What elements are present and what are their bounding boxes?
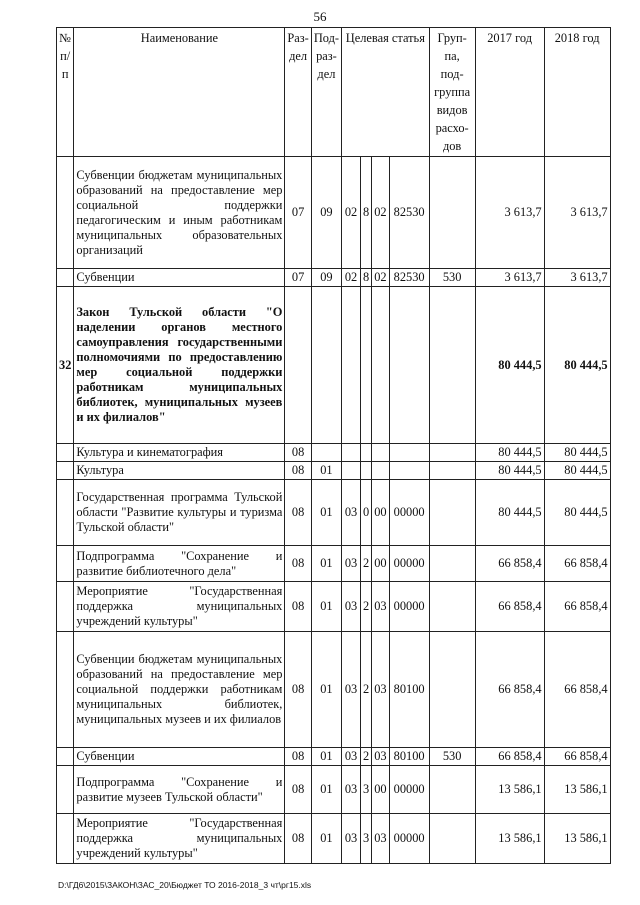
- row-2018: 80 444,5: [544, 287, 610, 444]
- row-2017: 80 444,5: [475, 444, 544, 462]
- row-num: [57, 546, 74, 582]
- row-2018: 3 613,7: [544, 157, 610, 269]
- row-group: [429, 480, 475, 546]
- row-num: [57, 157, 74, 269]
- row-2017: 13 586,1: [475, 814, 544, 864]
- row-name: Закон Тульской области "О наделении органов местного самоуправления государственными полномочиями по предоставлению мер социальной поддержки работникам муниципальных библиотек, муниципальных музеев и их филиалов": [74, 287, 285, 444]
- row-2017: 13 586,1: [475, 766, 544, 814]
- row-target-1: [342, 444, 361, 462]
- row-2017: 66 858,4: [475, 582, 544, 632]
- row-target-3: 00: [372, 480, 389, 546]
- row-podrazdel: 01: [311, 582, 341, 632]
- row-target-2: 2: [361, 546, 372, 582]
- row-group: [429, 582, 475, 632]
- table-row: [57, 748, 611, 766]
- row-2018: 66 858,4: [544, 632, 610, 748]
- row-group: 530: [429, 748, 475, 766]
- table-row: [57, 632, 611, 748]
- row-target-3: [372, 462, 389, 480]
- row-target-4: 00000: [389, 766, 429, 814]
- row-group: [429, 462, 475, 480]
- row-target-1: [342, 287, 361, 444]
- row-target-1: 03: [342, 582, 361, 632]
- row-target-3: 03: [372, 748, 389, 766]
- row-target-4: 80100: [389, 748, 429, 766]
- row-podrazdel: 01: [311, 546, 341, 582]
- header-target-article: Целевая статья: [342, 28, 430, 157]
- row-num: [57, 444, 74, 462]
- row-podrazdel: [311, 287, 341, 444]
- row-name: Мероприятие "Государственная поддержка муниципальных учреждений культуры": [74, 814, 285, 864]
- row-podrazdel: 01: [311, 748, 341, 766]
- file-path-footer: D:\ГД6\2015\ЗАКОН\ЗАС_20\Бюджет ТО 2016-2018_3 чт\рг15.xls: [58, 880, 312, 890]
- row-2017: 80 444,5: [475, 287, 544, 444]
- row-2017: 3 613,7: [475, 157, 544, 269]
- header-expense-group: Груп-па, под-группа видов расхо-дов: [429, 28, 475, 157]
- row-name: Подпрограмма "Сохранение и развитие музеев Тульской области": [74, 766, 285, 814]
- row-razdel: 08: [285, 748, 311, 766]
- row-podrazdel: 01: [311, 480, 341, 546]
- row-2018: 13 586,1: [544, 766, 610, 814]
- row-num: [57, 269, 74, 287]
- row-target-1: 03: [342, 480, 361, 546]
- row-target-2: [361, 444, 372, 462]
- row-target-4: 00000: [389, 582, 429, 632]
- row-num: [57, 632, 74, 748]
- row-name: Подпрограмма "Сохранение и развитие библиотечного дела": [74, 546, 285, 582]
- row-target-1: 02: [342, 157, 361, 269]
- row-razdel: 08: [285, 582, 311, 632]
- row-target-3: 02: [372, 157, 389, 269]
- row-target-2: [361, 287, 372, 444]
- row-podrazdel: 01: [311, 632, 341, 748]
- row-target-4: 00000: [389, 546, 429, 582]
- table-row: [57, 462, 611, 480]
- row-target-2: 8: [361, 269, 372, 287]
- row-2018: 66 858,4: [544, 546, 610, 582]
- row-target-3: 00: [372, 546, 389, 582]
- row-razdel: 08: [285, 766, 311, 814]
- row-target-3: 03: [372, 632, 389, 748]
- row-num: [57, 582, 74, 632]
- row-target-2: 8: [361, 157, 372, 269]
- row-name: Государственная программа Тульской области "Развитие культуры и туризма Тульской области": [74, 480, 285, 546]
- row-target-3: 03: [372, 814, 389, 864]
- row-group: [429, 546, 475, 582]
- budget-table: [56, 27, 611, 864]
- row-target-4: 00000: [389, 814, 429, 864]
- row-name: Культура и кинематография: [74, 444, 285, 462]
- row-razdel: 07: [285, 157, 311, 269]
- row-2018: 66 858,4: [544, 582, 610, 632]
- header-2018: 2018 год: [544, 28, 610, 157]
- row-razdel: 08: [285, 462, 311, 480]
- row-target-4: [389, 444, 429, 462]
- row-2017: 66 858,4: [475, 632, 544, 748]
- table-row: [57, 157, 611, 269]
- row-razdel: 07: [285, 269, 311, 287]
- row-name: Субвенции бюджетам муниципальных образований на предоставление мер социальной поддержки педагогическим и иным работникам муниципальных образовательных организаций: [74, 157, 285, 269]
- row-razdel: 08: [285, 814, 311, 864]
- row-num: [57, 814, 74, 864]
- row-target-2: 3: [361, 814, 372, 864]
- row-target-4: [389, 287, 429, 444]
- row-razdel: 08: [285, 480, 311, 546]
- row-name: Субвенции: [74, 748, 285, 766]
- row-target-3: 02: [372, 269, 389, 287]
- row-num: 32: [57, 287, 74, 444]
- table-row: [57, 814, 611, 864]
- table-header-row: [57, 28, 611, 157]
- row-target-4: 00000: [389, 480, 429, 546]
- row-2018: 13 586,1: [544, 814, 610, 864]
- row-podrazdel: 09: [311, 157, 341, 269]
- row-razdel: [285, 287, 311, 444]
- table-row: [57, 444, 611, 462]
- row-group: [429, 814, 475, 864]
- table-row: [57, 480, 611, 546]
- row-2018: 80 444,5: [544, 462, 610, 480]
- row-target-1: 03: [342, 632, 361, 748]
- row-podrazdel: [311, 444, 341, 462]
- page-number: 56: [313, 9, 327, 24]
- row-target-2: 2: [361, 582, 372, 632]
- table-row: [57, 269, 611, 287]
- row-target-3: [372, 287, 389, 444]
- row-target-4: 82530: [389, 269, 429, 287]
- row-target-2: 0: [361, 480, 372, 546]
- row-2018: 80 444,5: [544, 444, 610, 462]
- row-group: [429, 632, 475, 748]
- row-target-1: 03: [342, 814, 361, 864]
- header-2017: 2017 год: [475, 28, 544, 157]
- row-name: Субвенции: [74, 269, 285, 287]
- row-target-2: 2: [361, 748, 372, 766]
- row-podrazdel: 09: [311, 269, 341, 287]
- row-target-1: 03: [342, 748, 361, 766]
- header-num: № п/п: [57, 28, 74, 157]
- row-group: 530: [429, 269, 475, 287]
- row-target-3: 03: [372, 582, 389, 632]
- row-target-3: 00: [372, 766, 389, 814]
- table-row: [57, 582, 611, 632]
- row-target-1: 03: [342, 766, 361, 814]
- row-num: [57, 766, 74, 814]
- row-2018: 66 858,4: [544, 748, 610, 766]
- row-2018: 3 613,7: [544, 269, 610, 287]
- row-target-4: 80100: [389, 632, 429, 748]
- table-row: [57, 546, 611, 582]
- header-podrazdel: Под-раз-дел: [311, 28, 341, 157]
- row-target-4: [389, 462, 429, 480]
- row-num: [57, 748, 74, 766]
- row-razdel: 08: [285, 444, 311, 462]
- row-target-4: 82530: [389, 157, 429, 269]
- row-target-1: 03: [342, 546, 361, 582]
- row-target-1: [342, 462, 361, 480]
- row-target-2: 3: [361, 766, 372, 814]
- row-target-3: [372, 444, 389, 462]
- row-name: Культура: [74, 462, 285, 480]
- row-podrazdel: 01: [311, 814, 341, 864]
- row-num: [57, 480, 74, 546]
- row-target-1: 02: [342, 269, 361, 287]
- row-podrazdel: 01: [311, 462, 341, 480]
- row-2017: 3 613,7: [475, 269, 544, 287]
- row-2017: 66 858,4: [475, 748, 544, 766]
- table-row: [57, 766, 611, 814]
- row-target-2: [361, 462, 372, 480]
- row-name: Субвенции бюджетам муниципальных образований на предоставление мер социальной поддержки работникам муниципальных библиотек, муниципальных музеев и их филиалов: [74, 632, 285, 748]
- row-razdel: 08: [285, 632, 311, 748]
- row-target-2: 2: [361, 632, 372, 748]
- row-podrazdel: 01: [311, 766, 341, 814]
- row-group: [429, 766, 475, 814]
- table-row: [57, 287, 611, 444]
- row-num: [57, 462, 74, 480]
- row-group: [429, 287, 475, 444]
- header-razdel: Раз-дел: [285, 28, 311, 157]
- row-razdel: 08: [285, 546, 311, 582]
- row-2018: 80 444,5: [544, 480, 610, 546]
- row-group: [429, 444, 475, 462]
- row-group: [429, 157, 475, 269]
- row-2017: 80 444,5: [475, 480, 544, 546]
- header-name: Наименование: [74, 28, 285, 157]
- row-name: Мероприятие "Государственная поддержка муниципальных учреждений культуры": [74, 582, 285, 632]
- row-2017: 80 444,5: [475, 462, 544, 480]
- row-2017: 66 858,4: [475, 546, 544, 582]
